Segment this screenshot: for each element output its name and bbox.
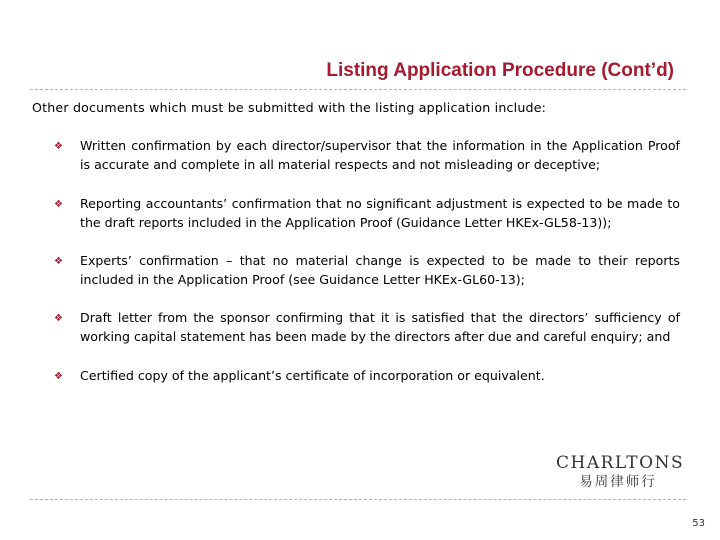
bullet-text: Certified copy of the applicant’s certificate of incorporation or equivalent. xyxy=(80,368,545,383)
bullet-text: Experts’ confirmation – that no material change is expected to be made to their reports included in the Application Proof (see Guidance Letter HKEx-GL60-13); xyxy=(80,253,680,287)
bullet-text: Reporting accountants’ confirmation that no significant adjustment is expected to be made to the draft reports included in the Application Proof (Guidance Letter HKEx-GL58-13)); xyxy=(80,196,680,230)
diamond-bullet-icon: ❖ xyxy=(54,256,63,267)
bottom-divider xyxy=(30,499,686,500)
logo-english: CHARLTONS xyxy=(556,453,685,473)
page-number: 53 xyxy=(692,518,705,529)
list-item xyxy=(54,366,680,386)
bullet-text: Draft letter from the sponsor confirming that it is satisfied that the directors’ sufficiency of working capital statement has been made by the directors after due and careful enquiry; and xyxy=(80,310,680,344)
logo-chinese: 易周律师行 xyxy=(579,474,657,490)
diamond-bullet-icon: ❖ xyxy=(54,199,63,210)
diamond-bullet-icon: ❖ xyxy=(54,313,63,324)
list-item xyxy=(54,251,680,289)
top-divider xyxy=(30,89,686,90)
diamond-bullet-icon: ❖ xyxy=(54,371,63,382)
bullet-text: Written confirmation by each director/supervisor that the information in the Application Proof is accurate and complete in all material respects and not misleading or deceptive; xyxy=(80,138,680,172)
charltons-logo xyxy=(556,453,685,491)
slide-title: Listing Application Procedure (Cont’d) xyxy=(326,60,674,81)
intro-text: Other documents which must be submitted with the listing application include: xyxy=(32,100,547,115)
bullet-list xyxy=(54,136,680,386)
diamond-bullet-icon: ❖ xyxy=(54,141,63,152)
list-item xyxy=(54,136,680,174)
list-item xyxy=(54,194,680,232)
list-item xyxy=(54,308,680,346)
